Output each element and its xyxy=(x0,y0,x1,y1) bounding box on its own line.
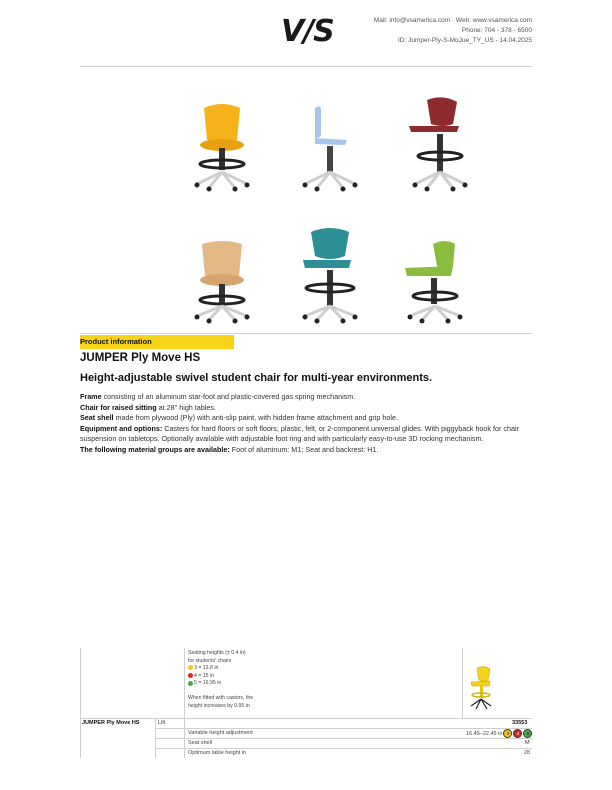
table-col-divider-1 xyxy=(184,648,185,758)
row-product-name: JUMPER Ply Move HS xyxy=(82,720,140,726)
row-seat-shell-label: Seat shell xyxy=(188,740,213,746)
equip-text: Casters for hard floors or soft floors; plastic, felt, or 2-component universal glides. With piggyback hook for chair suspension on tabletops. Optionally available with adjustable foot ring and with particularly easy-to-use 3D rocking mechanism. xyxy=(80,423,519,444)
product-description xyxy=(80,392,532,456)
size-3-dot-icon xyxy=(188,665,193,670)
raised-label: Chair for raised sitting xyxy=(80,402,157,412)
chair-image-red xyxy=(395,90,485,200)
size-3-badge: 3 xyxy=(503,729,512,738)
material-paragraph xyxy=(80,445,532,456)
raised-text: at 28" high tables. xyxy=(156,402,216,412)
header-divider xyxy=(80,66,532,67)
table-col-divider-2 xyxy=(462,648,463,718)
shell-text: made from plywood (Ply) with anti-slip paint, with hidden frame attachment and grip hole. xyxy=(113,413,399,423)
size-5-dot-icon xyxy=(188,681,193,686)
caster-note-1: When fitted with castors, the xyxy=(188,694,254,701)
row-code: 33553 xyxy=(512,720,528,726)
chair-image-teal xyxy=(285,222,375,332)
size-3-legend xyxy=(188,665,253,673)
table-row-line-3 xyxy=(155,738,532,739)
seating-height-note xyxy=(188,650,253,710)
frame-paragraph xyxy=(80,392,532,403)
row-height-value xyxy=(466,729,532,738)
size-5-text: 5 = 16.95 in xyxy=(194,680,222,687)
frame-label: Frame xyxy=(80,392,102,401)
note-line-2: for students' chairs xyxy=(188,657,232,664)
spec-table xyxy=(80,648,532,758)
size-4-text: 4 = 15 in xyxy=(194,672,215,679)
chair-image-light-blue xyxy=(285,90,375,200)
chair-image-plywood xyxy=(177,222,267,332)
brand-logo: V/S xyxy=(281,14,334,49)
contact-line-2: Phone: 704 - 378 - 6500 xyxy=(461,27,532,34)
row-lift: Lift xyxy=(158,720,166,726)
note-line-1: Seating heights (± 0.4 in) xyxy=(188,650,246,656)
product-name: JUMPER Ply Move HS xyxy=(80,352,201,364)
row-table-height-value: 28 xyxy=(524,750,531,756)
size-3-text: 3 = 13.8 in xyxy=(194,665,219,672)
size-4-dot-icon xyxy=(188,673,193,678)
chair-thumbnail-icon xyxy=(468,666,498,712)
contact-info xyxy=(374,16,532,46)
shell-label: Seat shell xyxy=(80,413,114,423)
row-table-height-label: Optimum table height in xyxy=(188,750,247,756)
contact-line-3: ID: Jumper-Ply-S-MoJue_TY_US - 14.04.2025 xyxy=(397,37,532,44)
chair-image-green xyxy=(395,222,485,332)
frame-text: consisting of an aluminum star-foot and plastic-covered gas spring mechanism. xyxy=(101,392,356,401)
size-5-badge: 5 xyxy=(523,729,532,738)
size-4-badge: 4 xyxy=(513,729,522,738)
equip-label: Equipment and options: xyxy=(80,423,163,433)
table-col-divider-3 xyxy=(155,718,156,758)
chair-image-yellow xyxy=(177,90,267,200)
table-row-line-4 xyxy=(155,748,532,749)
shell-paragraph xyxy=(80,413,532,424)
caster-note-2: height increases by 0.95 in xyxy=(188,702,250,709)
material-text: Foot of aluminum: M1; Seat and backrest: H1. xyxy=(229,444,379,454)
table-row-line-1 xyxy=(80,718,532,719)
size-4-legend xyxy=(188,673,253,681)
section-divider xyxy=(80,333,532,334)
size-5-legend xyxy=(188,680,253,688)
height-range: 16.45–22.45 in xyxy=(466,730,503,737)
material-label: The following material groups are available: xyxy=(80,444,230,454)
product-subtitle: Height-adjustable swivel student chair for multi-year environments. xyxy=(80,372,433,384)
table-border-left xyxy=(80,648,81,758)
equipment-paragraph xyxy=(80,424,532,445)
row-height-label: Variable height adjustment xyxy=(188,730,253,736)
row-seat-shell-value: M xyxy=(525,740,530,746)
contact-line-1: Mail: info@vsamerica.com · Web: www.vsamerica.com xyxy=(373,17,532,24)
product-info-badge: Product information xyxy=(80,335,234,349)
raised-paragraph xyxy=(80,403,532,414)
